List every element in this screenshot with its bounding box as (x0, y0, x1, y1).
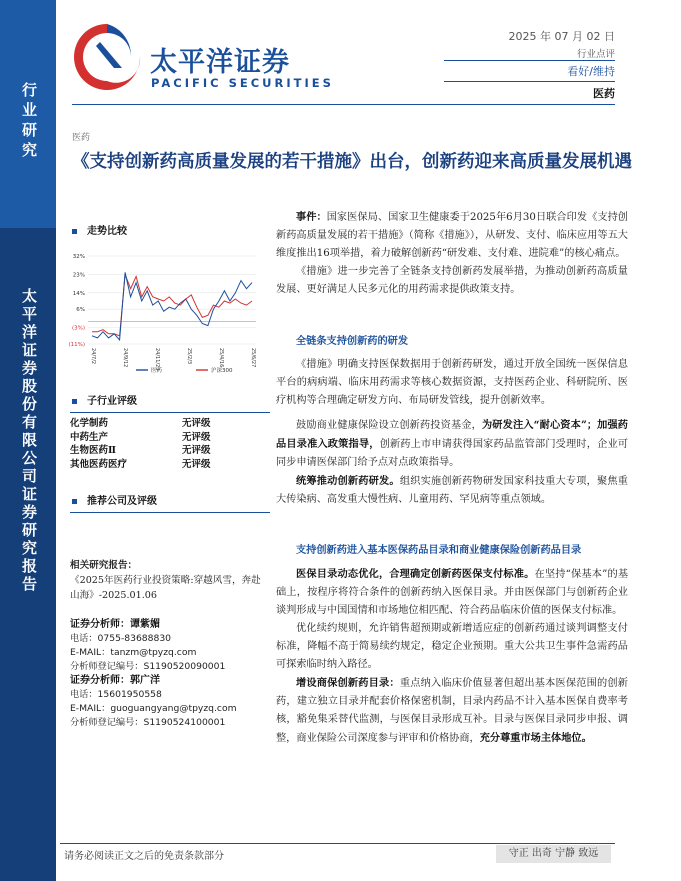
y-tick-label: 23% (72, 272, 85, 279)
related-reports (70, 558, 262, 603)
logo-swirl-icon (70, 20, 144, 94)
x-tick-label: 25/4/16 (218, 348, 224, 368)
sub-rating-row: 中药生产 无评级 (70, 431, 211, 443)
trend-heading: 走势比较 (72, 222, 127, 237)
sector-label: 医药 (593, 87, 615, 100)
logo-emblem (70, 20, 144, 94)
sidebar-top-label: 行业研究 (20, 82, 38, 162)
x-tick-label: 25/6/27 (250, 348, 256, 368)
related-item: 《2025年医药行业投资策略:穿越风雪，奔赴山海》-2025.01.06 (70, 575, 261, 601)
footer-motto: 守正 出奇 宁静 致远 (496, 845, 611, 863)
paragraph: 统筹推动创新药研发。组织实施创新药物研发国家科技重大专项，聚焦重大传染病、高发重大慢性病、儿童用药、罕见病等重点领域。 (276, 475, 628, 505)
y-tick-label: 14% (72, 290, 85, 297)
series-line-医药 (92, 272, 252, 340)
paragraph: 《措施》明确支持医保数据用于创新药研发，通过开放全国统一医保信息平台的病病端、临床用药需求等核心数据资源，支持医药企业、科研院所、医疗机构等合理确定研发方向、布局研发管线，提升创新效率。 (276, 359, 628, 406)
bullet-square-icon (72, 499, 77, 504)
rating-label: 看好/维持 (567, 65, 615, 78)
series-line-沪深300 (92, 274, 252, 335)
analyst-2: 证券分析师：郭广洋 电话：15601950558 E-MAIL：guoguangyang@tpyzq.com 分析师登记编号：S1190524100001 (70, 675, 237, 728)
header-divider (444, 60, 615, 61)
recommend-heading: 推荐公司及评级 (72, 492, 157, 507)
sub-rating-rule (70, 412, 270, 413)
paragraph: 医保目录动态优化，合理确定创新药医保支付标准。在坚持“保基本”的基础上，按程序将符合条件的创新药纳入医保目录。并由医保部门与创新药企业谈判形成与中国国情和市场地位相匹配、符合药品临床价值的医保支付标准。 (276, 568, 629, 616)
sub-rating-heading: 子行业评级 (72, 392, 137, 407)
section-heading: 全链条支持创新药的研发 (296, 335, 409, 347)
event-paragraph: 事件：国家医保局、国家卫生健康委于2025年6月30日联合印发《支持创新药高质量发展的若干措施》（简称《措施》），从研发、支付、临床应用等五大维度推出16项举措，着力破解创新药“研发难、支付难、进院难”的核心痛点。 (276, 211, 628, 259)
footer-rule (60, 843, 615, 844)
x-tick-label: 24/11/23 (154, 348, 160, 371)
x-tick-label: 24/9/12 (122, 348, 128, 368)
y-tick-label: 6% (76, 307, 85, 314)
report-type: 行业点评 (576, 49, 615, 60)
section-1 (276, 332, 628, 509)
page-title: 《支持创新药高质量发展的若干措施》出台，创新药迎来高质量发展机遇 (72, 152, 632, 172)
body-intro (276, 208, 628, 299)
header-rule (72, 104, 615, 105)
logo-text-cn: 太平洋证券 (150, 47, 290, 78)
related-heading: 相关研究报告： (70, 560, 138, 571)
sub-rating-table (70, 417, 256, 471)
paragraph: 《措施》进一步完善了全链条支持创新药发展举措，为推动创新药高质量发展、更好满足人民多元化的用药需求提供政策支持。 (276, 266, 628, 295)
paragraph: 优化续约规则，允许销售超预期或新增适应症的创新药通过谈判调整支付标准，降幅不高于简易续约规定，稳定企业预期。重大公共卫生事件急需药品可探索临时纳入路径。 (276, 623, 628, 670)
footer-disclaimer: 请务必阅读正文之后的免责条款部分 (64, 851, 224, 862)
report-date: 2025 年 07 月 02 日 (508, 30, 615, 43)
section-2 (276, 541, 628, 748)
logo-text-en: PACIFIC SECURITIES (151, 76, 334, 90)
sub-rating-row: 化学制药 无评级 (70, 418, 211, 429)
paragraph: 鼓励商业健康保险设立创新药投资基金，为研发注入“耐心资本”；加强药品目录准入政策指导，创新药上市申请获得国家药品监管部门受理时，企业可同步申请医保部门给予点对点政策指导。 (276, 419, 629, 468)
analyst-1: 证券分析师：谭紫媚 电话：0755-83688830 E-MAIL：tanzm@tpyzq.com 分析师登记编号：S1190520090001 (70, 619, 226, 672)
y-tick-label: (3%) (71, 325, 85, 332)
header-divider-2 (444, 81, 615, 82)
sub-rating-row: 生物医药Ⅱ 无评级 (70, 445, 211, 456)
y-tick-label: 32% (72, 254, 85, 260)
sidebar-bottom-label: 太平洋证券股份有限公司证券研究报告 (20, 288, 38, 594)
analyst-block (70, 618, 270, 730)
trend-chart (66, 246, 266, 382)
sub-rating-row: 其他医药医疗 无评级 (70, 458, 211, 470)
section-heading: 支持创新药进入基本医保药品目录和商业健康保险创新药品目录 (296, 544, 582, 556)
x-tick-label: 25/2/3 (186, 348, 192, 365)
recommend-rule (70, 512, 270, 513)
category-tag: 医药 (72, 133, 91, 143)
y-tick-label: (11%) (68, 342, 85, 348)
paragraph: 增设商保创新药目录：重点纳入临床价值显著但超出基本医保范围的创新药，建立独立目录并配套价格保密机制，目录内药品不计入基本医保自费率考核，豁免集采替代监测，与医保目录形成互补。目录与医保目录同步申报、调整，商业保险公司深度参与评审和价格协商，充分尊重市场主体地位。 (276, 677, 628, 744)
x-tick-label: 24/7/2 (90, 348, 96, 365)
legend-label: 沪深300 (211, 368, 233, 374)
bullet-square-icon (72, 229, 77, 234)
bullet-square-icon (72, 399, 77, 404)
legend-label: 医药 (151, 368, 163, 374)
